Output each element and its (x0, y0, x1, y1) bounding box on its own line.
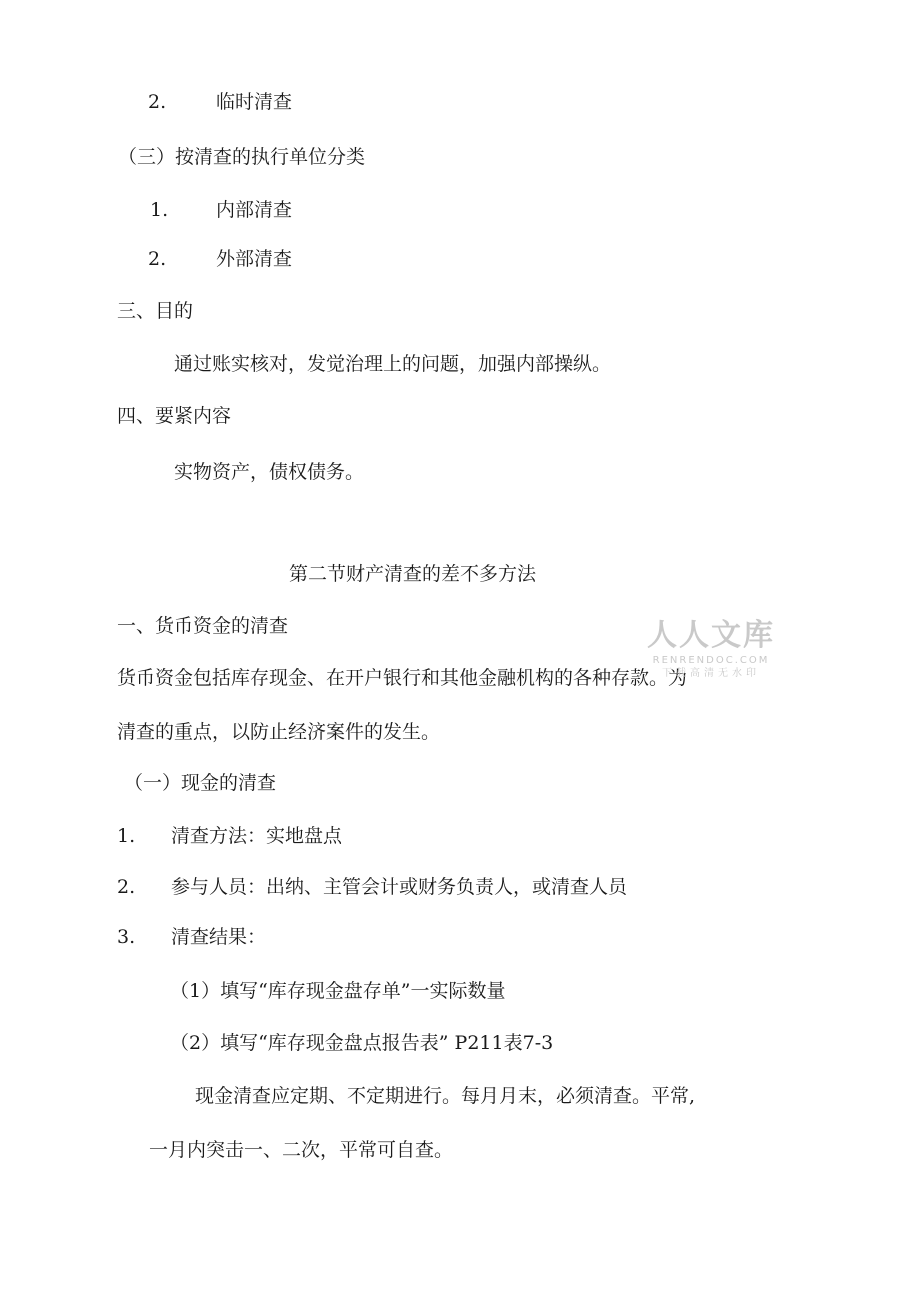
list-item-text: 参与人员：出纳、主管会计或财务负责人，或清查人员 (171, 876, 628, 898)
watermark-title: 人人文库 (647, 618, 775, 653)
list-item-text: 内部清查 (216, 199, 293, 221)
paragraph: 现金清查应定期、不定期进行。每月月末，必须清查。平常, (195, 1085, 696, 1107)
list-number: 2. (117, 876, 136, 898)
list-number: 2. (148, 91, 167, 113)
watermark-subtitle: 下载高清无水印 (662, 668, 760, 679)
list-number: 1. (150, 199, 169, 221)
list-number: 2. (148, 248, 167, 270)
watermark-domain: RENRENDOC.COM (652, 655, 770, 666)
heading: 一、货币资金的清查 (117, 615, 289, 637)
subheading: （三）按清查的执行单位分类 (118, 146, 366, 168)
section-title: 第二节财产清查的差不多方法 (289, 563, 537, 585)
paragraph: 货币资金包括库存现金、在开户银行和其他金融机构的各种存款。为 (117, 667, 688, 689)
subheading: （一）现金的清查 (124, 772, 277, 794)
list-subitem: （1）填写“库存现金盘存单”一实际数量 (170, 980, 506, 1002)
list-item-text: 临时清查 (216, 91, 293, 113)
list-number: 1. (117, 825, 136, 847)
watermark-logo (646, 618, 776, 680)
list-item-text: 清查方法：实地盘点 (171, 825, 343, 847)
paragraph: 一月内突击一、二次，平常可自查。 (149, 1139, 454, 1161)
list-subitem: （2）填写“库存现金盘点报告表” P211表7-3 (170, 1032, 554, 1054)
list-number: 3. (117, 926, 136, 948)
list-item-text: 外部清查 (216, 248, 293, 270)
paragraph: 通过账实核对，发觉治理上的问题，加强内部操纵。 (174, 353, 612, 375)
heading: 四、要紧内容 (117, 405, 232, 427)
heading: 三、目的 (117, 300, 194, 322)
paragraph: 实物资产，债权债务。 (174, 461, 365, 483)
paragraph: 清查的重点，以防止经济案件的发生。 (117, 721, 441, 743)
list-item-text: 清查结果： (171, 926, 267, 948)
